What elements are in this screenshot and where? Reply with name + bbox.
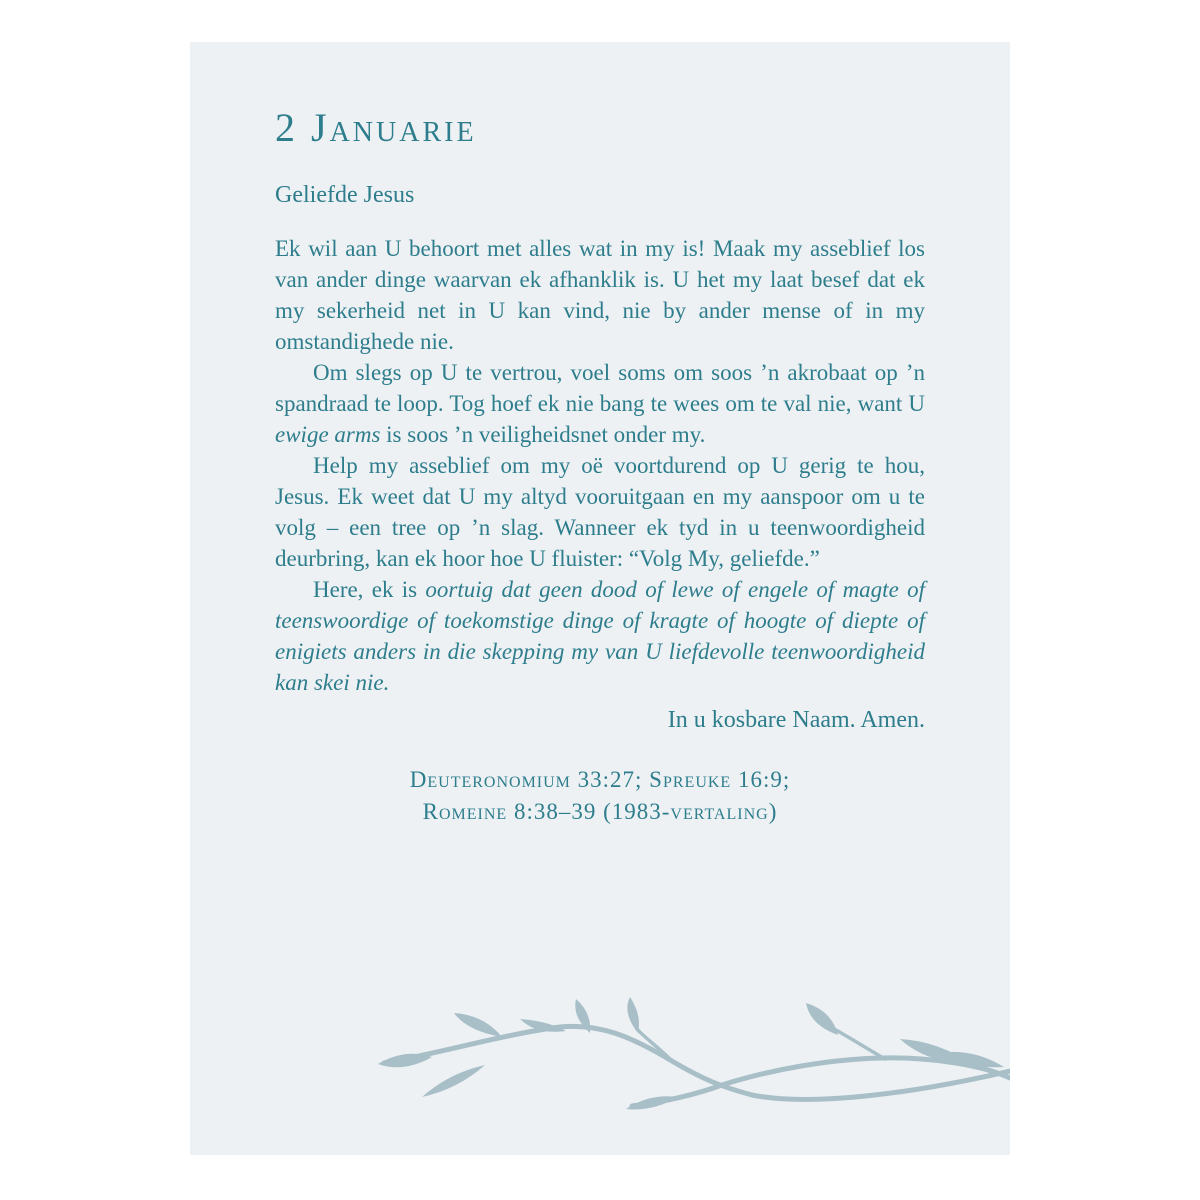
prayer-paragraph: Ek wil aan U behoort met alles wat in my is! Maak my asseblief los van ander dinge waarvan ek afhanklik is. U het my laat besef dat ek my sekerheid net in U kan vind, nie by ander mense of in my omstandighede nie. [275, 236, 925, 354]
page-title: 2 Januarie [275, 105, 477, 150]
reference-line: Romeine 8:38–39 (1983-vertaling) [422, 799, 778, 824]
prayer-paragraph: Help my asseblief om my oë voortdurend op U gerig te hou, Jesus. Ek weet dat U my altyd vooruitgaan en my aanspoor om u te volg – een tree op ’n slag. Wanneer ek tyd in u teenwoordigheid deurbring, kan ek hoor hoe U fluister: “Volg My, geliefde.” [275, 453, 925, 571]
vine-branch-icon [370, 985, 1010, 1125]
prayer-paragraph: Here, ek is oortuig dat geen dood of lewe of engele of magte of teenswoordige of toekomstige dinge of kragte of hoogte of diepte of enigiets anders in die skepping my van U liefdevolle teenwoordigheid kan skei nie. [275, 577, 925, 695]
vine-branch-decoration [370, 985, 1010, 1125]
closing-line: In u kosbare Naam. Amen. [667, 707, 925, 733]
page-content [190, 42, 1010, 828]
greeting-line: Geliefde Jesus [275, 182, 415, 208]
reference-line: Deuteronomium 33:27; Spreuke 16:9; [409, 767, 791, 792]
scripture-references [275, 764, 925, 828]
prayer-paragraph: Om slegs op U te vertrou, voel soms om soos ’n akrobaat op ’n spandraad te loop. Tog hoef ek nie bang te wees om te val nie, want U ewige arms is soos ’n veiligheidsnet onder my. [275, 360, 925, 447]
prayer-body [275, 233, 925, 698]
devotional-page [190, 42, 1010, 1155]
